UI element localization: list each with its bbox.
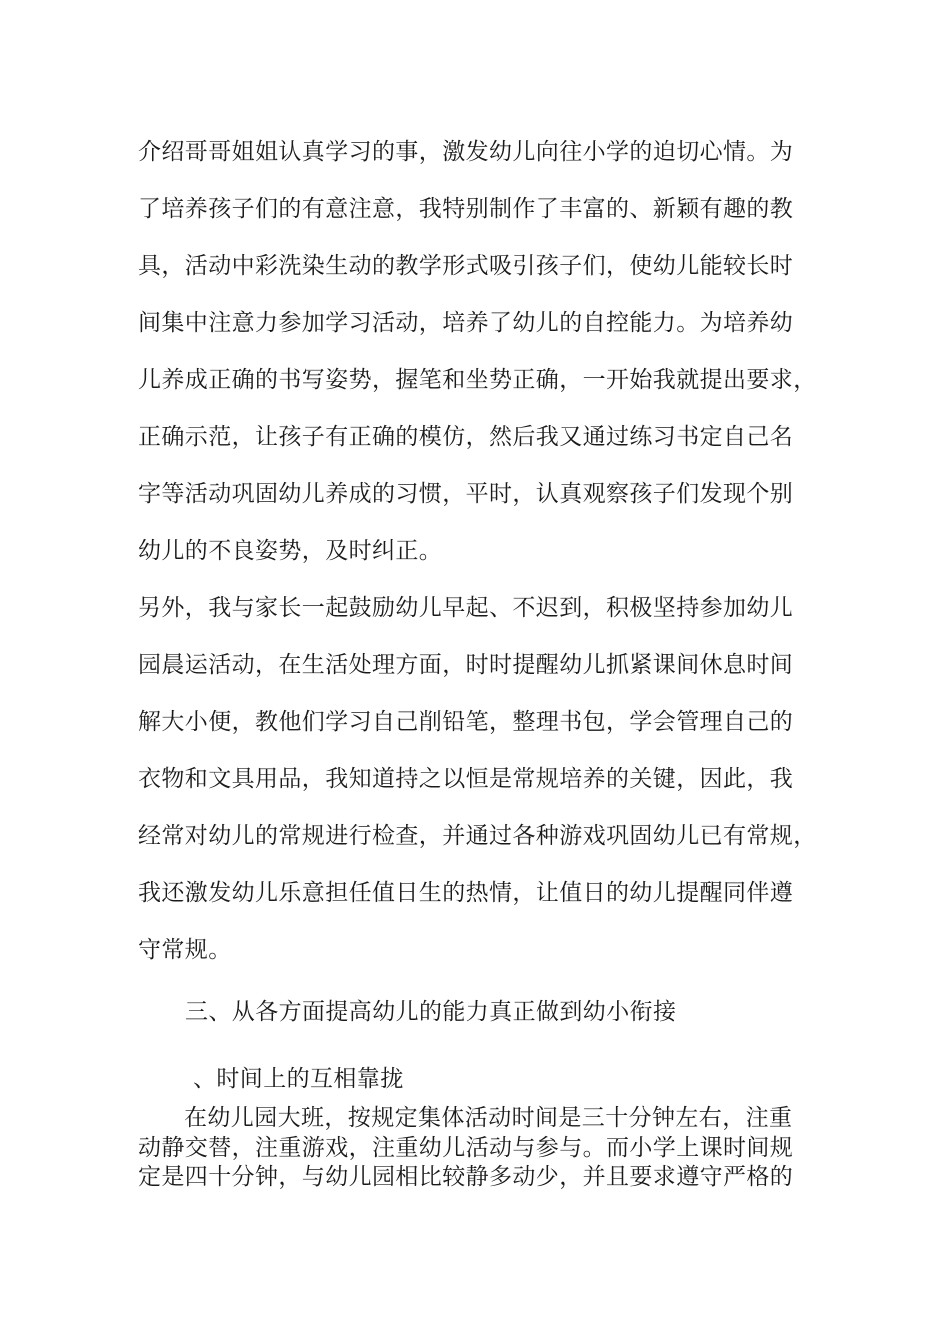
paragraph-2-line-1: 另外，我与家长一起鼓励幼儿早起、不迟到，积极坚持参加幼儿 [138, 595, 794, 621]
paragraph-1-line-2: 了培养孩子们的有意注意，我特别制作了丰富的、新颖有趣的教 [138, 196, 794, 222]
paragraph-1-line-5: 儿养成正确的书写姿势，握笔和坐势正确，一开始我就提出要求， [138, 367, 817, 393]
paragraph-2-line-3: 解大小便，教他们学习自己削铅笔，整理书包，学会管理自己的 [138, 709, 794, 735]
paragraph-1-line-4: 间集中注意力参加学习活动，培养了幼儿的自控能力。为培养幼 [138, 310, 794, 336]
paragraph-1-line-8: 幼儿的不良姿势，及时纠正。 [138, 538, 443, 564]
paragraph-1-line-1: 介绍哥哥姐姐认真学习的事，激发幼儿向往小学的迫切心情。为 [138, 139, 794, 165]
paragraph-3-line-3: 定是四十分钟，与幼儿园相比较静多动少，并且要求遵守严格的 [138, 1164, 794, 1190]
sub-heading: 、时间上的互相靠拢 [193, 1066, 404, 1092]
paragraph-2-line-6: 我还激发幼儿乐意担任值日生的热情，让值日的幼儿提醒同伴遵 [138, 880, 794, 906]
section-heading: 三、从各方面提高幼儿的能力真正做到幼小衔接 [185, 999, 677, 1025]
paragraph-2-line-7: 守常规。 [138, 937, 232, 963]
paragraph-2-line-5: 经常对幼儿的常规进行检查，并通过各种游戏巩固幼儿已有常规， [138, 823, 817, 849]
paragraph-3-line-2: 动静交替，注重游戏，注重幼儿活动与参与。而小学上课时间规 [138, 1135, 794, 1161]
paragraph-1-line-7: 字等活动巩固幼儿养成的习惯，平时，认真观察孩子们发现个别 [138, 481, 794, 507]
paragraph-3-line-1: 在幼儿园大班，按规定集体活动时间是三十分钟左右，注重 [184, 1105, 793, 1131]
paragraph-1-line-6: 正确示范，让孩子有正确的模仿，然后我又通过练习书定自己名 [138, 424, 794, 450]
paragraph-2-line-2: 园晨运活动，在生活处理方面，时时提醒幼儿抓紧课间休息时间 [138, 652, 794, 678]
paragraph-1-line-3: 具，活动中彩洗染生动的教学形式吸引孩子们，使幼儿能较长时 [138, 253, 794, 279]
paragraph-2-line-4: 衣物和文具用品，我知道持之以恒是常规培养的关键，因此，我 [138, 766, 794, 792]
